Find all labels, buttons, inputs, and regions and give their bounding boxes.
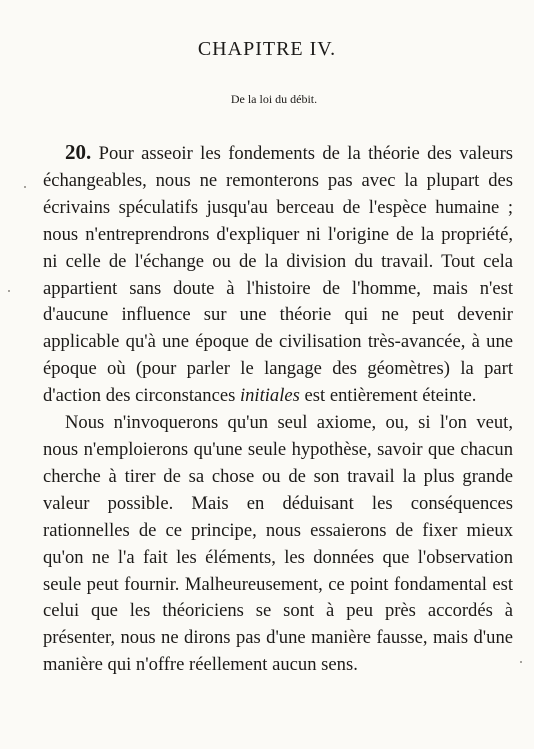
body-text xyxy=(43,139,513,679)
paragraph-axiome: Nous n'invoquerons qu'un seul axiome, ou, si l'on veut, nous n'emploierons qu'une seule hypothèse, savoir que chacun cherche à tirer de sa chose ou de son travail la plus grande valeur possible. Mais en déduisant les conséquences rationnelles de ce principe, nous essaierons de fixer mieux qu'on ne l'a fait les éléments, les données que l'observation seule peut fournir. Malheureusement, ce point fondamental est celui que les théoriciens se sont à peu près accordés à présenter, nous ne dirons pas d'une manière fausse, mais d'une manière qui n'offre réellement aucun sens. xyxy=(43,412,513,676)
paragraph-text: Pour asseoir les fondements de la théorie des valeurs échangeables, nous ne remonterons pas avec la plupart des écrivains spéculatifs jusqu'au berceau de l'espèce humaine ; nous n'entreprendrons d'expliquer ni l'origine de la propriété, ni celle de l'échange ou de la division du travail. Tout cela appartient sans doute à l'histoire de l'homme, mais n'est d'aucune influence sur une théorie qui ne peut devenir applicable qu'à une époque de civilisation très-avancée, à une époque où (pour parler le langage des géomètres) la part d'action des circonstances xyxy=(43,143,513,407)
chapter-subtitle: De la loi du débit. xyxy=(230,92,318,106)
paragraph-number: 20. xyxy=(65,140,92,164)
chapter-title: CHAPITRE IV. xyxy=(197,38,337,60)
margin-speck xyxy=(8,290,10,292)
margin-speck xyxy=(520,661,522,663)
paragraph-20 xyxy=(43,139,513,410)
margin-speck xyxy=(24,186,26,188)
italic-term: initiales xyxy=(239,385,300,407)
paragraph-text-end: est entièrement éteinte. xyxy=(304,385,477,407)
